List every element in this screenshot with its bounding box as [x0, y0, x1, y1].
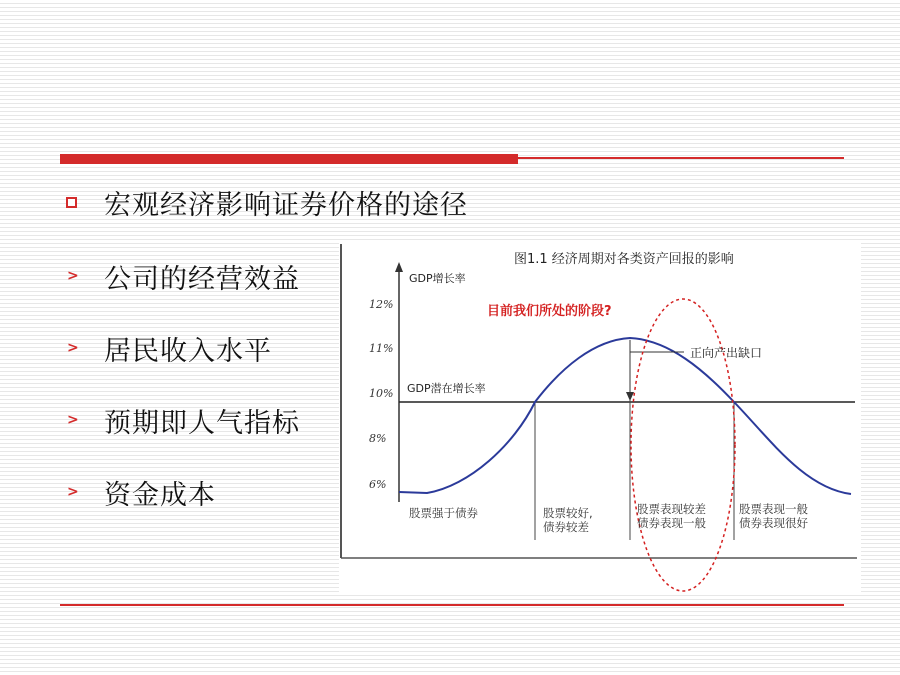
arrow-bullet-icon: > — [67, 268, 79, 284]
output-gap-label: 正向产出缺口 — [690, 346, 763, 360]
figure-title: 图1.1 经济周期对各类资产回报的影响 — [514, 252, 734, 267]
bullet-item — [64, 328, 272, 368]
bullet-item — [64, 256, 300, 296]
phase-label — [637, 502, 706, 530]
y-axis-label: GDP增长率 — [409, 272, 466, 285]
bullet-text: 居民收入水平 — [104, 335, 272, 367]
current-stage-question: 目前我们所处的阶段? — [487, 304, 612, 319]
phase-label — [543, 506, 593, 534]
phase-label-line: 股票较好, — [543, 506, 593, 520]
potential-growth-label: GDP潜在增长率 — [407, 382, 486, 395]
y-tick-label: 10% — [369, 387, 394, 400]
y-tick-label: 11% — [369, 342, 394, 355]
bullet-text: 宏观经济影响证券价格的途径 — [104, 189, 468, 221]
title-divider-thick — [60, 154, 518, 164]
footer-divider — [60, 604, 844, 606]
cycle-diagram — [339, 240, 861, 593]
current-stage-highlight — [631, 299, 735, 591]
phase-label-line: 股票表现一般 — [739, 502, 808, 516]
phase-label — [409, 506, 478, 520]
phase-label — [739, 502, 808, 530]
arrow-bullet-icon: > — [67, 412, 79, 428]
bullet-item — [64, 400, 300, 440]
bullet-item — [64, 472, 216, 512]
phase-label-line: 债券较差 — [543, 520, 589, 534]
title-divider-thin — [518, 157, 844, 159]
economic-cycle-figure — [339, 240, 861, 593]
arrow-bullet-icon: > — [67, 484, 79, 500]
gdp-cycle-curve — [399, 338, 851, 494]
bullet-text: 预期即人气指标 — [104, 407, 300, 439]
y-tick-label: 12% — [369, 298, 394, 311]
phase-label-line: 债券表现很好 — [739, 516, 808, 530]
bullet-text: 公司的经营效益 — [104, 263, 300, 295]
arrow-bullet-icon: > — [67, 340, 79, 356]
y-tick-label: 8% — [369, 432, 387, 445]
down-arrow-icon — [626, 392, 634, 401]
phase-label-line: 股票表现较差 — [637, 502, 706, 516]
square-bullet-icon — [64, 197, 104, 208]
phase-label-line: 股票强于债券 — [409, 506, 478, 520]
y-axis-arrow-icon — [395, 262, 403, 272]
y-tick-label: 6% — [369, 478, 387, 491]
bullet-item — [64, 182, 468, 222]
bullet-text: 资金成本 — [104, 479, 216, 511]
phase-label-line: 债券表现一般 — [637, 516, 706, 530]
